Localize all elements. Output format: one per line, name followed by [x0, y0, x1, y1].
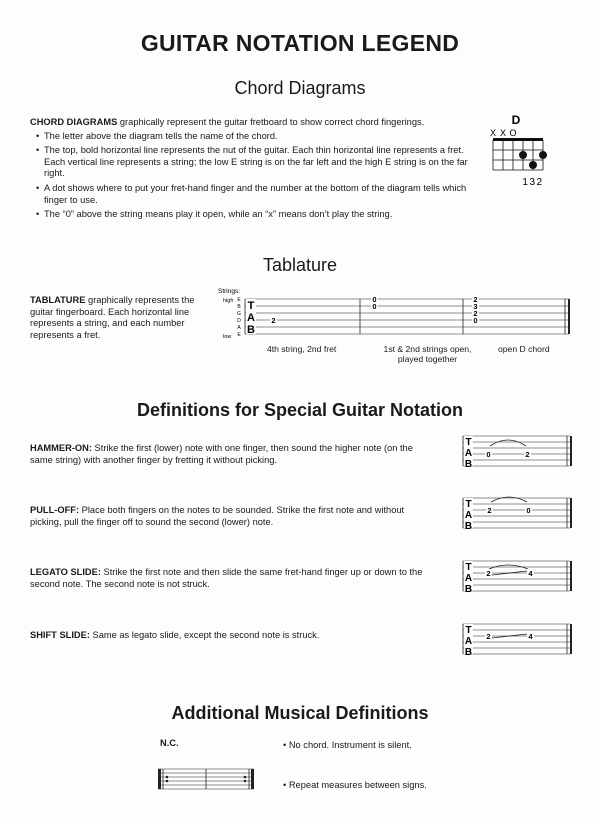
tab-caption-2-line2: played together — [397, 354, 458, 364]
strings-label: Strings: — [218, 288, 241, 295]
high-label: high — [223, 298, 234, 304]
repeat-signs-staff — [158, 767, 254, 793]
hammer-on-tab — [460, 432, 576, 474]
repeat-definition: • Repeat measures between signs. — [283, 780, 427, 790]
tablature-term: TABLATURE — [30, 295, 86, 305]
tab-note: 2 — [525, 450, 530, 459]
tab-caption-3: open D chord — [498, 344, 550, 354]
tab-note: 4 — [528, 569, 533, 578]
tab-letter-t: T — [465, 625, 472, 636]
tab-caption-2-line1: 1st & 2nd strings open, — [383, 344, 472, 354]
tab-clef — [246, 299, 256, 336]
pull-off-definition — [30, 505, 430, 528]
chord-nut — [493, 138, 543, 141]
tab-note: 2 — [271, 316, 276, 325]
hammer-on-definition — [30, 443, 430, 466]
list-item: • The top, bold horizontal line represents the nut of the guitar. Each thin horizontal line represents a fret. Each vertical line represents a string; the low E string is on the far left and the high E string is on the far right. — [36, 145, 470, 180]
tab-letter-b: B — [247, 324, 255, 336]
string-name: E — [237, 332, 241, 338]
tablature-text — [30, 295, 210, 341]
tab-letter-a: A — [464, 636, 473, 647]
tab-note: 2 — [473, 295, 478, 304]
string-mark-mute-icon: X — [489, 128, 497, 138]
pull-off-term: PULL-OFF: — [30, 505, 80, 515]
string-mark-open-icon: O — [509, 128, 517, 138]
tab-letter-t: T — [465, 499, 472, 510]
tab-letter-t: T — [247, 300, 255, 312]
shift-slide-definition — [30, 630, 430, 642]
legato-slide-tab — [460, 557, 576, 599]
tab-letter-t: T — [465, 562, 472, 573]
finger-dot-icon — [539, 151, 547, 159]
tab-letter-b: B — [464, 521, 473, 532]
hammer-on-text: Strike the first (lower) note with one finger, then sound the higher note (on the same string) with another finger by fretting it without picking. — [30, 443, 413, 465]
chord-diagrams-lead-text: graphically represent the guitar fretboard to show correct chord fingerings. — [117, 117, 425, 127]
string-name: A — [237, 325, 241, 331]
chord-fingering: 132 — [522, 177, 544, 188]
nc-definition: • No chord. Instrument is silent. — [283, 740, 412, 750]
tab-note: 4 — [528, 632, 533, 641]
chord-diagrams-lead — [30, 117, 470, 129]
tablature-heading: Tablature — [262, 255, 338, 275]
chord-diagram-d — [486, 110, 556, 192]
tab-note: 2 — [487, 506, 492, 515]
tab-note: 0 — [372, 295, 377, 304]
finger-dot-icon — [519, 151, 527, 159]
tab-letter-a: A — [247, 312, 255, 324]
string-name: E — [237, 297, 241, 303]
tab-note: 2 — [486, 632, 491, 641]
chord-diagrams-bullets — [36, 131, 470, 221]
pull-off-tab — [460, 494, 576, 536]
chord-diagrams-term: CHORD DIAGRAMS — [30, 117, 118, 127]
tab-caption-1: 4th string, 2nd fret — [267, 344, 337, 354]
tab-letter-a: A — [464, 573, 473, 584]
hammer-on-term: HAMMER-ON: — [30, 443, 92, 453]
additional-heading: Additional Musical Definitions — [171, 703, 429, 723]
hammer-on-arc-icon — [490, 440, 526, 446]
chord-diagrams-text — [30, 117, 470, 224]
string-name: B — [237, 304, 241, 310]
chord-diagrams-heading: Chord Diagrams — [234, 78, 366, 98]
tab-note: 0 — [372, 302, 377, 311]
string-name: D — [237, 318, 241, 324]
tab-note: 2 — [473, 309, 478, 318]
page-title: GUITAR NOTATION LEGEND — [140, 30, 460, 56]
chord-name: D — [511, 113, 521, 127]
low-label: low — [223, 334, 232, 340]
legato-slide-text: Strike the first note and then slide the same fret-hand finger up or down to the second note. The second note is not struck. — [30, 567, 423, 589]
shift-slide-term: SHIFT SLIDE: — [30, 630, 90, 640]
tab-letter-b: B — [464, 584, 473, 595]
tab-letter-b: B — [464, 459, 473, 470]
nc-label: N.C. — [160, 738, 179, 748]
tab-note: 0 — [526, 506, 531, 515]
tab-letter-a: A — [464, 510, 473, 521]
tab-note: 0 — [473, 316, 478, 325]
tablature-lead-text: graphically represents the guitar fingerboard. Each horizontal line represents a string, and each number represents a fret. — [30, 295, 195, 340]
tab-letter-a: A — [464, 448, 473, 459]
tab-caption-2 — [370, 344, 485, 364]
string-name: G — [237, 311, 241, 317]
tab-lines — [245, 299, 569, 334]
tab-note: 2 — [486, 569, 491, 578]
finger-dot-icon — [529, 161, 537, 169]
tab-barlines — [245, 299, 569, 334]
string-names — [237, 297, 241, 338]
legato-slide-term: LEGATO SLIDE: — [30, 567, 101, 577]
shift-slide-tab — [460, 620, 576, 662]
shift-slide-text: Same as legato slide, except the second note is struck. — [89, 630, 320, 640]
list-item: • A dot shows where to put your fret-hand finger and the number at the bottom of the diagram tells which finger to use. — [36, 183, 470, 206]
tab-note: 0 — [486, 450, 491, 459]
tab-notes — [270, 295, 479, 325]
list-item: • The letter above the diagram tells the name of the chord. — [36, 131, 470, 143]
definitions-heading: Definitions for Special Guitar Notation — [136, 400, 464, 420]
pull-off-text: Place both fingers on the notes to be sounded. Strike the first note and without picking, pull the finger off to sound the second (lower) note. — [30, 505, 405, 527]
string-mark-mute-icon: X — [499, 128, 507, 138]
tab-note: 3 — [473, 302, 478, 311]
legato-slide-definition — [30, 567, 430, 590]
list-item: • The “0” above the string means play it open, while an “x” means don’t play the string. — [36, 209, 470, 221]
tab-letter-b: B — [464, 647, 473, 658]
tab-letter-t: T — [465, 437, 472, 448]
